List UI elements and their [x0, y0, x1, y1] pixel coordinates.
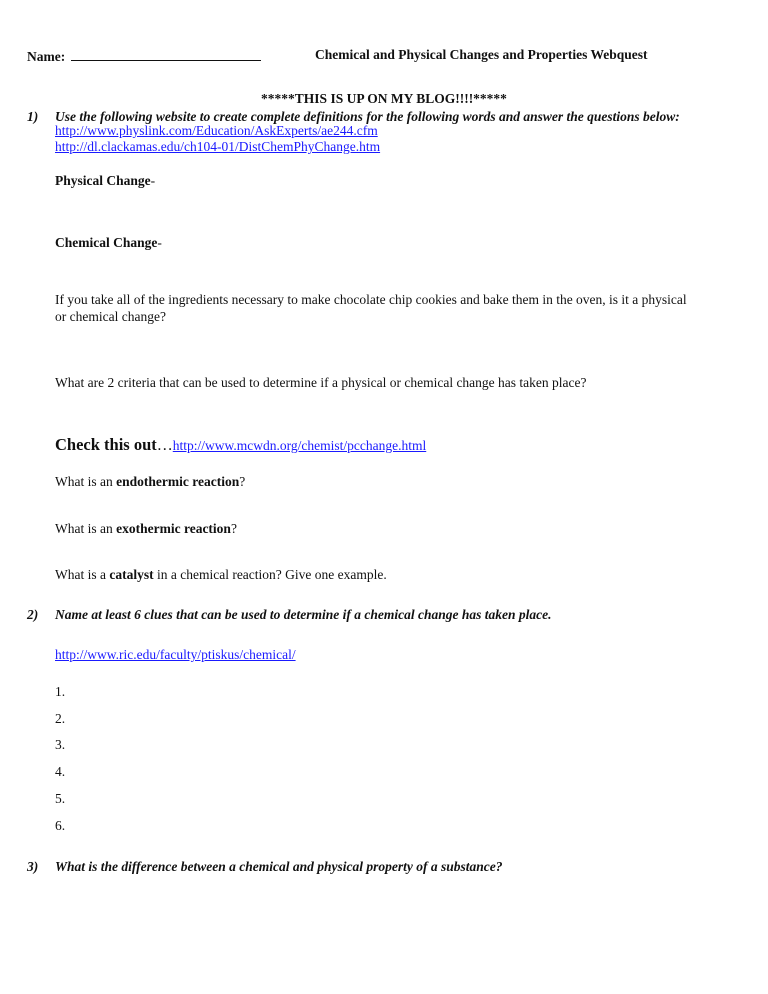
cookies-question-line2: or chemical change? [55, 309, 166, 324]
ellipsis: … [156, 437, 173, 454]
clackamas-link[interactable]: http://dl.clackamas.edu/ch104-01/DistChemPhyChange.htm [55, 139, 381, 154]
clue-item: 4. [55, 764, 66, 779]
catalyst-term: catalyst [109, 567, 154, 582]
document-title: Chemical and Physical Changes and Properties Webquest [315, 47, 648, 62]
q-text: in a chemical reaction? Give one example. [153, 567, 387, 582]
clue-item: 1. [55, 684, 66, 699]
clue-item: 3. [55, 737, 66, 752]
q3-prompt: What is the difference between a chemical and physical property of a substance? [55, 859, 503, 874]
check-this-out [55, 436, 426, 455]
ric-link[interactable]: http://www.ric.edu/faculty/ptiskus/chemical/ [55, 647, 296, 662]
cookies-question-line1: If you take all of the ingredients necessary to make chocolate chip cookies and bake them in the oven, is it a physical [55, 292, 687, 307]
name-field[interactable] [27, 47, 261, 65]
name-label: Name: [27, 49, 66, 64]
clue-item: 2. [55, 711, 66, 726]
q2-number: 2) [27, 607, 39, 622]
q2-prompt: Name at least 6 clues that can be used to determine if a chemical change has taken place. [55, 607, 552, 622]
clue-item: 5. [55, 791, 66, 806]
check-label: Check this out [55, 435, 157, 454]
dash: - [150, 173, 156, 188]
blog-notice: *****THIS IS UP ON MY BLOG!!!!***** [261, 91, 507, 106]
q-text: What is an [55, 474, 117, 489]
physical-change-label: Physical Change [55, 173, 151, 188]
q1-number: 1) [27, 109, 39, 124]
physical-change-term [55, 173, 155, 189]
q3-number: 3) [27, 859, 39, 874]
exothermic-question [55, 521, 237, 537]
q-text: What is a [55, 567, 110, 582]
name-blank-line[interactable] [71, 47, 261, 61]
chemical-change-term [55, 235, 162, 251]
endothermic-term: endothermic reaction [116, 474, 240, 489]
catalyst-question [55, 567, 387, 583]
chemical-change-label: Chemical Change [55, 235, 158, 250]
dash: - [157, 235, 162, 250]
endothermic-question [55, 474, 245, 490]
q1-prompt: Use the following website to create complete definitions for the following words and answer the questions below: [55, 109, 680, 124]
criteria-question: What are 2 criteria that can be used to determine if a physical or chemical change has taken place? [55, 375, 587, 390]
clue-item: 6. [55, 818, 66, 833]
physlink-link[interactable]: http://www.physlink.com/Education/AskExperts/ae244.cfm [55, 123, 378, 138]
q-text: What is an [55, 521, 117, 536]
mcwdn-link[interactable]: http://www.mcwdn.org/chemist/pcchange.html [172, 438, 427, 453]
exothermic-term: exothermic reaction [116, 521, 231, 536]
q-mark: ? [239, 474, 246, 489]
q-mark: ? [230, 521, 237, 536]
